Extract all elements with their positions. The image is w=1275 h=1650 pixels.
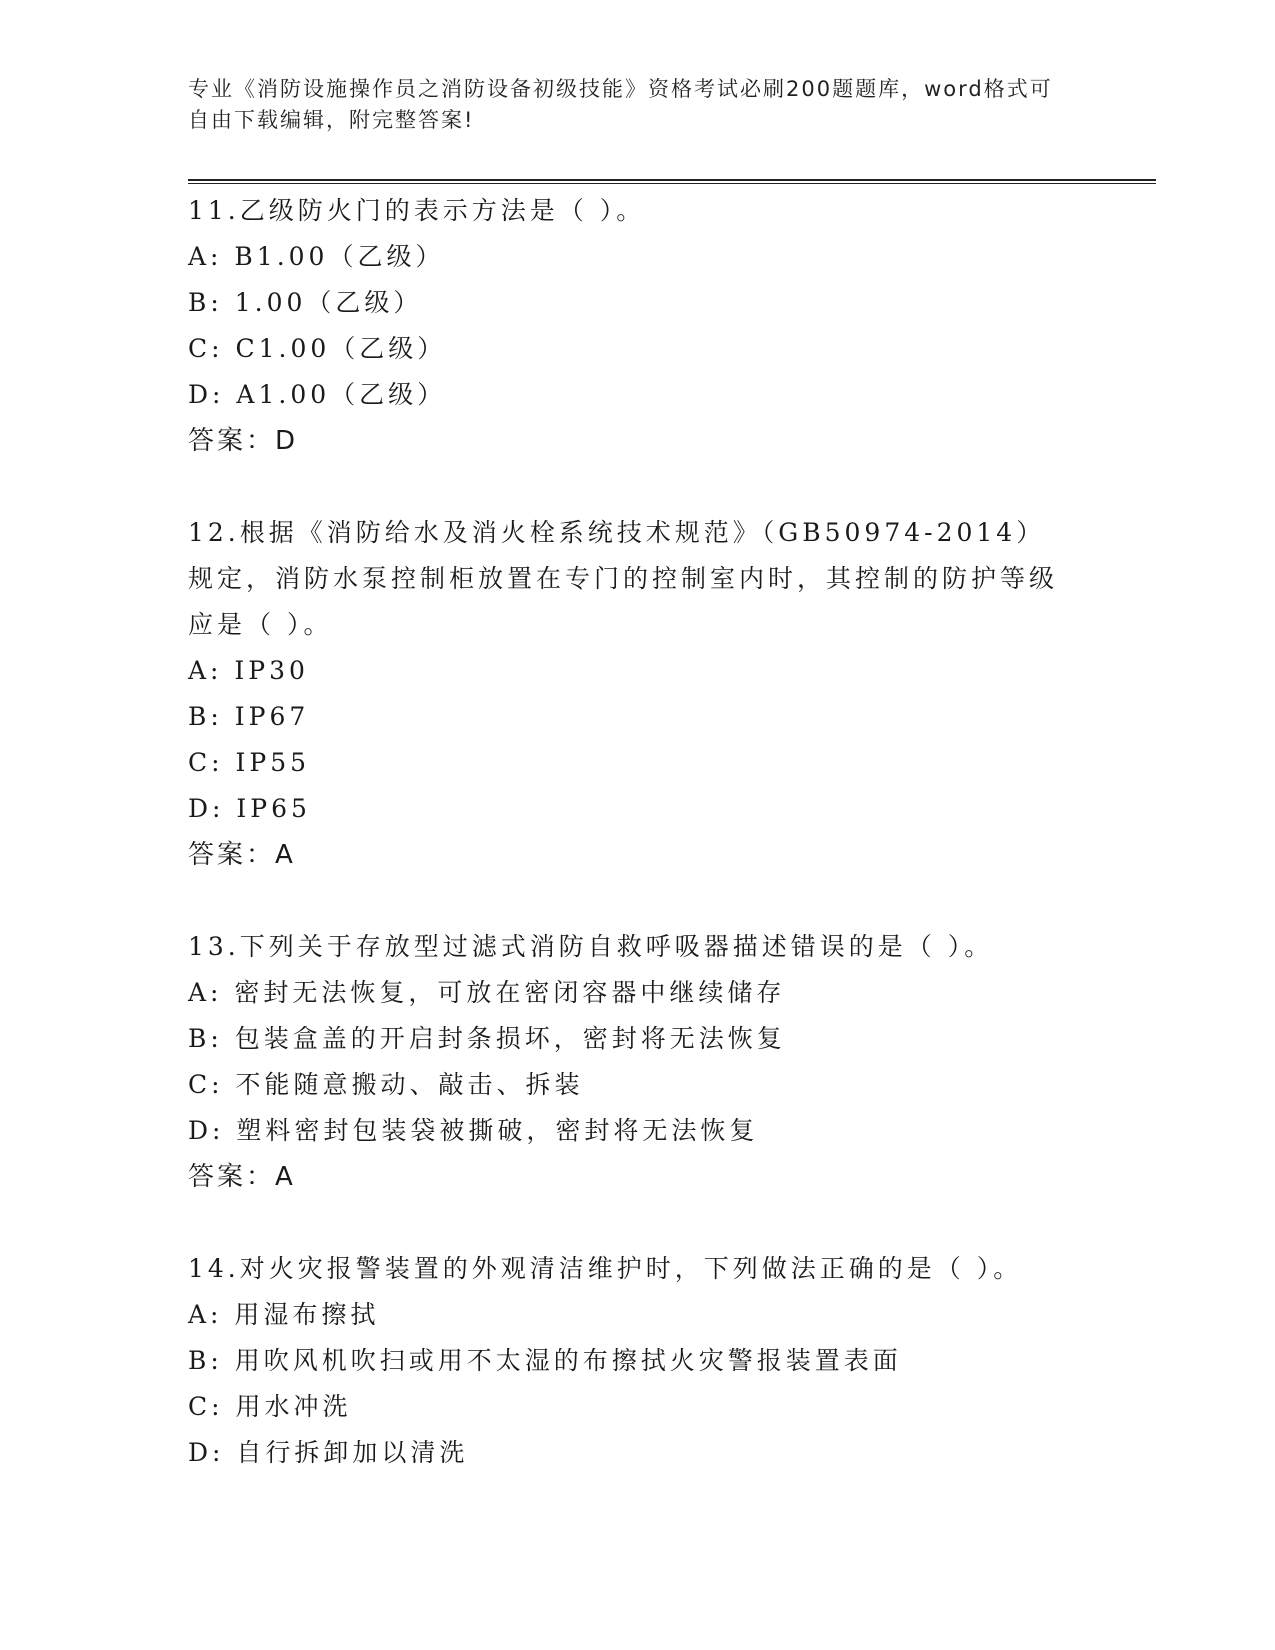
question-list bbox=[188, 188, 1088, 1522]
question-stem: 12.根据《消防给水及消火栓系统技术规范》（GB50974-2014）规定，消防水泵控制柜放置在专门的控制室内时，其控制的防护等级应是（ ）。 bbox=[188, 518, 1059, 639]
header-divider-thin bbox=[188, 183, 1156, 184]
answer-line: 答案：A bbox=[188, 840, 296, 870]
option-c: C: IP55 bbox=[188, 748, 311, 777]
option-b: B: 用吹风机吹扫或用不太湿的布擦拭火灾警报装置表面 bbox=[188, 1346, 902, 1375]
option-d: D: 塑料密封包装袋被撕破，密封将无法恢复 bbox=[188, 1116, 759, 1145]
option-d: D: A1.00（乙级） bbox=[188, 380, 447, 409]
option-a: A: IP30 bbox=[188, 656, 309, 685]
question-stem: 14.对火灾报警装置的外观清洁维护时，下列做法正确的是（ ）。 bbox=[188, 1254, 1023, 1283]
option-b: B: IP67 bbox=[188, 702, 310, 731]
header-divider-thick bbox=[188, 179, 1156, 181]
answer-line: 答案：D bbox=[188, 426, 299, 456]
option-b: B: 1.00（乙级） bbox=[188, 288, 423, 317]
option-c: C: C1.00（乙级） bbox=[188, 334, 447, 363]
question-13 bbox=[188, 924, 1088, 1200]
document-header: 专业《消防设施操作员之消防设备初级技能》资格考试必刷200题题库，word格式可自由下载编辑，附完整答案! bbox=[188, 77, 1053, 132]
option-d: D: 自行拆卸加以清洗 bbox=[188, 1438, 469, 1467]
question-stem: 11.乙级防火门的表示方法是（ ）。 bbox=[188, 196, 646, 225]
question-12 bbox=[188, 510, 1088, 878]
option-c: C: 不能随意搬动、敲击、拆装 bbox=[188, 1070, 584, 1099]
question-11 bbox=[188, 188, 1088, 464]
answer-line: 答案：A bbox=[188, 1162, 296, 1192]
option-a: A: B1.00（乙级） bbox=[188, 242, 445, 271]
option-d: D: IP65 bbox=[188, 794, 311, 823]
option-b: B: 包装盒盖的开启封条损坏，密封将无法恢复 bbox=[188, 1024, 786, 1053]
question-stem: 13.下列关于存放型过滤式消防自救呼吸器描述错误的是（ ）。 bbox=[188, 932, 994, 961]
question-14 bbox=[188, 1246, 1088, 1476]
option-a: A: 密封无法恢复，可放在密闭容器中继续储存 bbox=[188, 978, 786, 1007]
option-c: C: 用水冲洗 bbox=[188, 1392, 352, 1421]
option-a: A: 用湿布擦拭 bbox=[188, 1300, 380, 1329]
